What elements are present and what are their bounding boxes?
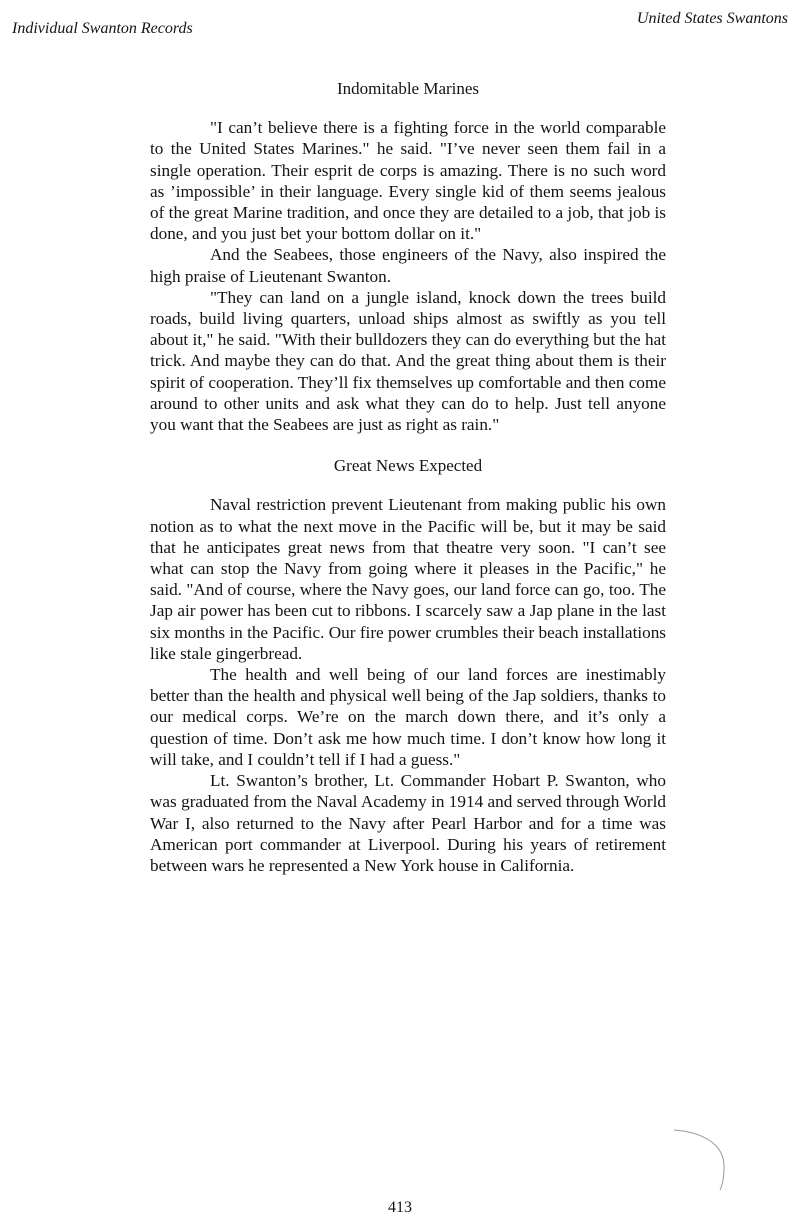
paragraph: The health and well being of our land forces are inestimably better than the health and physical well being of the Jap soldiers, thanks to our medical corps. We’re on the march down there, and it’s only a question of time. Don’t ask me how much time. I don’t know how long it will take, and I couldn’t tell if I had a guess." [150,665,666,769]
page-number: 413 [388,1199,412,1216]
paragraph: Naval restriction prevent Lieutenant from making public his own notion as to what the next move in the Pacific will be, but it may be said that he anticipates great news from that theatre very soon. "I can’t see what can stop the Navy from going where it pleases in the Pacific," he said. "And of course, where the Navy goes, our land force can go, too. The Jap air power has been cut to ribbons. I scarcely saw a Jap plane in the last six months in the Pacific. Our fire power crumbles their beach installations like stale gingerbread. [150,495,666,663]
paragraph: And the Seabees, those engineers of the Navy, also inspired the high praise of Lieutenant Swanton. [150,245,666,286]
section-heading-indomitable-marines: Indomitable Marines [336,79,480,98]
paragraph: Lt. Swanton’s brother, Lt. Commander Hobart P. Swanton, who was graduated from the Naval Academy in 1914 and served through World War I, also returned to the Navy after Pearl Harbor and for a time was American port commander at Liverpool. During his years of retirement between wars he represented a New York house in California. [150,771,666,875]
section-heading-great-news-expected: Great News Expected [333,456,483,476]
page-body [150,78,666,876]
running-head-left: Individual Swanton Records [12,20,193,37]
running-head-right: United States Swantons [636,10,788,27]
page-curl-mark [672,1100,742,1190]
paragraph: "I can’t believe there is a fighting force in the world comparable to the United States Marines." he said. "I’ve never seen them fail in a single operation. Their esprit de corps is amazing. There is no such word as ’impossible’ in their language. Every single kid of them seems jealous of the great Marine tradition, and once they are detailed to a job, that job is done, and you just bet your bottom dollar on it." [150,118,666,244]
paragraph: "They can land on a jungle island, knock down the trees build roads, build living quarters, unload ships almost as swiftly as you tell about it," he said. "With their bulldozers they can do everything but the hat trick. And maybe they can do that. And the great thing about them is their spirit of cooperation. They’ll fix themselves up comfortable and then come around to other units and ask what they can do to help. Just tell anyone you want that the Seabees are just as right as rain." [150,287,666,435]
